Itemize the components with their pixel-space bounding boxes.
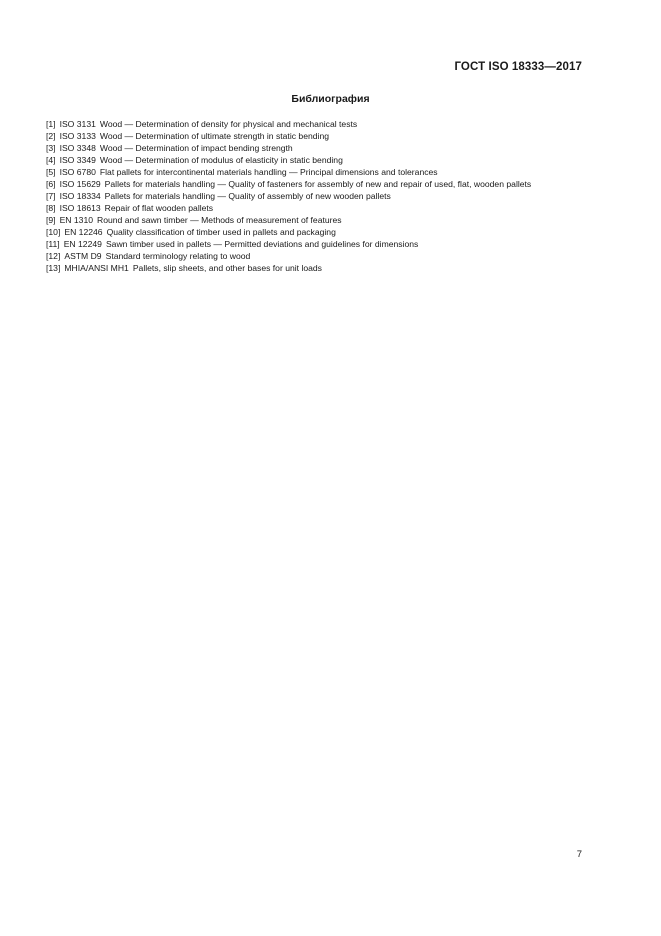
reference-number: [6]: [46, 179, 56, 189]
reference-text: Flat pallets for intercontinental materials handling — Principal dimensions and tolerances: [99, 167, 438, 177]
reference-code: EN 12249: [63, 239, 102, 249]
reference-item: [46, 238, 591, 250]
reference-text: Pallets for materials handling — Quality of assembly of new wooden pallets: [104, 191, 391, 201]
reference-item: [46, 202, 591, 214]
reference-item: [46, 262, 591, 274]
reference-number: [12]: [46, 251, 61, 261]
reference-code: MHIA/ANSI MH1: [64, 263, 129, 273]
reference-item: [46, 154, 591, 166]
reference-text: Quality classification of timber used in pallets and packaging: [106, 227, 336, 237]
reference-text: Round and sawn timber — Methods of measurement of features: [97, 215, 342, 225]
page-number: 7: [576, 849, 582, 860]
reference-text: Pallets for materials handling — Quality of fasteners for assembly of new and repair of used, flat, wooden pallets: [104, 179, 532, 189]
reference-number: [1]: [46, 119, 56, 129]
reference-code: ISO 6780: [59, 167, 96, 177]
reference-code: ISO 3349: [59, 155, 96, 165]
reference-item: [46, 190, 591, 202]
reference-text: Standard terminology relating to wood: [105, 251, 251, 261]
reference-number: [9]: [46, 215, 56, 225]
reference-text: Wood — Determination of impact bending strength: [99, 143, 293, 153]
reference-code: ISO 3131: [59, 119, 96, 129]
reference-text: Wood — Determination of modulus of elasticity in static bending: [99, 155, 343, 165]
reference-code: ISO 15629: [59, 179, 101, 189]
reference-code: ASTM D9: [64, 251, 102, 261]
bibliography-title: Библиография: [291, 93, 370, 105]
reference-text: Pallets, slip sheets, and other bases for unit loads: [132, 263, 322, 273]
reference-code: EN 1310: [59, 215, 94, 225]
reference-item: [46, 178, 591, 190]
reference-code: ISO 18334: [59, 191, 101, 201]
reference-item: [46, 166, 591, 178]
reference-item: [46, 130, 591, 142]
reference-code: ISO 18613: [59, 203, 101, 213]
reference-list: [46, 118, 591, 274]
reference-item: [46, 142, 591, 154]
reference-item: [46, 250, 591, 262]
reference-number: [3]: [46, 143, 56, 153]
reference-text: Wood — Determination of ultimate strength in static bending: [99, 131, 330, 141]
reference-number: [7]: [46, 191, 56, 201]
reference-number: [11]: [46, 239, 60, 249]
reference-number: [2]: [46, 131, 56, 141]
reference-text: Sawn timber used in pallets — Permitted deviations and guidelines for dimensions: [105, 239, 419, 249]
reference-item: [46, 226, 591, 238]
reference-number: [5]: [46, 167, 56, 177]
reference-item: [46, 118, 591, 130]
reference-item: [46, 214, 591, 226]
reference-text: Wood — Determination of density for physical and mechanical tests: [99, 119, 358, 129]
reference-number: [8]: [46, 203, 56, 213]
reference-number: [13]: [46, 263, 61, 273]
reference-code: ISO 3348: [59, 143, 96, 153]
reference-number: [10]: [46, 227, 61, 237]
document-code: ГОСТ ISO 18333—2017: [454, 61, 582, 73]
reference-code: ISO 3133: [59, 131, 96, 141]
reference-code: EN 12246: [64, 227, 103, 237]
reference-number: [4]: [46, 155, 56, 165]
reference-text: Repair of flat wooden pallets: [104, 203, 214, 213]
